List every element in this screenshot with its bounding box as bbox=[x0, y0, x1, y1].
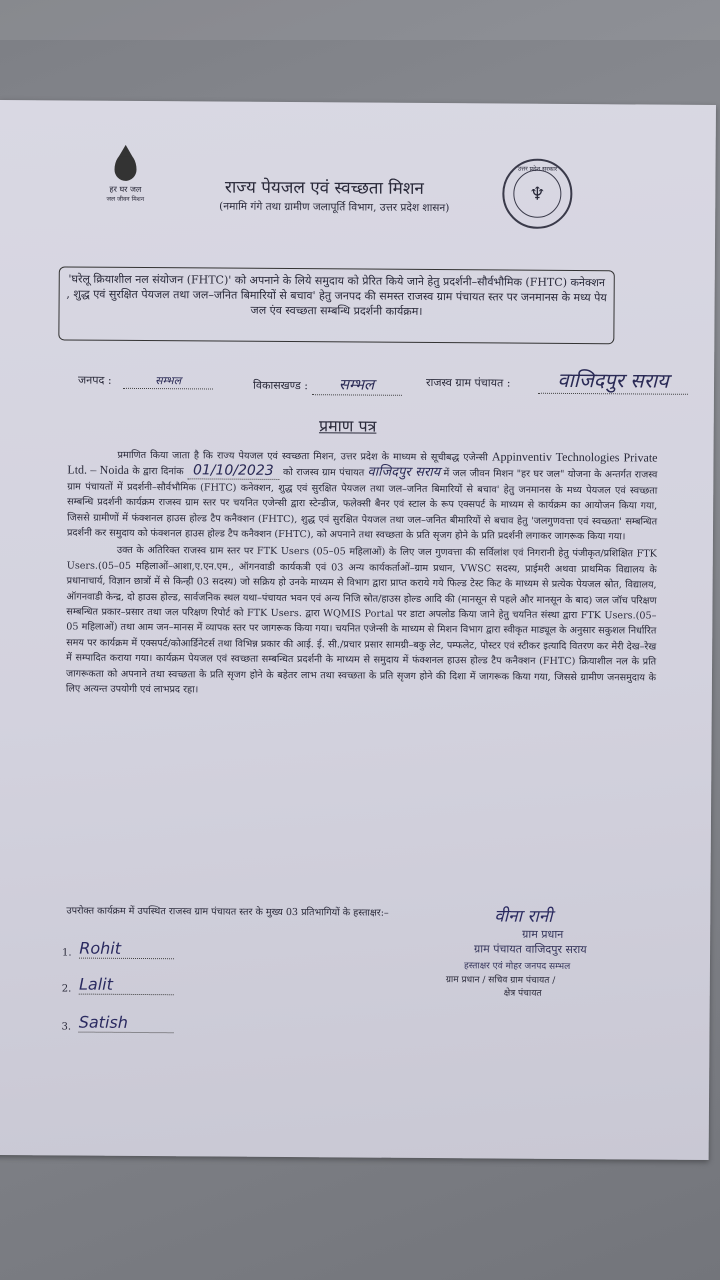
p1-date-label: के द्वारा दिनांक bbox=[132, 466, 184, 478]
mission-title: राज्य पेयजल एवं स्वच्छता मिशन bbox=[224, 177, 424, 199]
p1-gp-label: को राजस्व ग्राम पंचायत bbox=[282, 467, 365, 479]
gram-panchayat-value: वाजिदपुर सराय bbox=[538, 366, 688, 395]
logo-subtext: जल जीवन मिशन bbox=[106, 195, 145, 204]
stamp-district: हस्ताक्षर एवं मोहर जनपद सम्भल bbox=[463, 961, 571, 973]
district-field bbox=[78, 373, 213, 390]
block-value: सम्भल bbox=[311, 374, 401, 396]
har-ghar-jal-logo bbox=[95, 153, 155, 203]
seal-text: उत्तर प्रदेश सरकार bbox=[517, 165, 558, 173]
gram-panchayat-field bbox=[426, 375, 511, 391]
signature-1 bbox=[62, 938, 174, 959]
signatory-area: क्षेत्र पंचायत bbox=[503, 988, 542, 999]
certificate-heading: प्रमाण पत्र bbox=[318, 416, 377, 436]
block-field bbox=[253, 374, 402, 396]
signature-number: 1. bbox=[62, 947, 72, 959]
signature-intro: उपरोक्त कार्यक्रम में उपस्थित राजस्व ग्राम पंचायत स्तर के मुख्य 03 प्रतिभागियों के हस्ताक्षर:– bbox=[66, 905, 389, 919]
certificate-body bbox=[66, 446, 658, 703]
signature-2 bbox=[62, 974, 174, 995]
up-government-seal bbox=[502, 159, 572, 229]
p1-content: में जल जीवन मिशन "हर घर जल" योजना के अन्तर्गत राजस्व ग्राम पंचायतों में प्रदर्शनी–सौर्वभौमिक (FHTC) कनेक्शन, शुद्ध एवं सुरक्षित पेयजल तथा जल–जनित बिमारियों से बचाव' हेतु जनमानस के मध्य पेयजल एवं स्वच्छता सम्बन्धि प्रदर्शनी कार्यक्रम राजस्व ग्राम स्तर पर चयनित एजेन्सी द्वारा स्टेन्डीज, फलेक्सी बैनर एवं स्टाल के रूप एक्सपर्ट के माध्यम से कार्यक्रम का आयोजन किया गया, जिससे ग्रामीणों में फंक्शनल हाउस होल्ड टैप कनैक्शन (FHTC), शुद्ध एवं सुरक्षित पेयजल तथा जल–जनित बीमारियों से बचाव हेतु 'जलगुणवत्ता एवं स्वच्छता' सम्बन्धित प्रदर्शनी कर समुदाय को फंक्शनल हाउस होल्ड टैप कनैक्शन (FHTC), को अपनाने तथा स्वच्छता के प्रति सृजग होने के प्रति प्रदर्शनी लगाकर जागरूक किया गया। bbox=[66, 468, 658, 543]
signature-name: Rohit bbox=[79, 938, 122, 958]
water-drop-icon bbox=[114, 153, 136, 181]
pradhan-signature: वीना रानी bbox=[494, 906, 553, 927]
signatory-role: ग्राम प्रधान / सचिव ग्राम पंचायत / bbox=[445, 975, 556, 986]
stamp-panchayat: ग्राम पंचायत वाजिदपुर सराय bbox=[474, 942, 587, 957]
stamp-designation: ग्राम प्रधान bbox=[522, 927, 564, 941]
background-fold bbox=[0, 0, 720, 40]
p1-intro: प्रमाणित किया जाता है कि राज्य पेयजल एवं स्वच्छता मिशन, उत्तर प्रदेश के माध्यम से सूचीबद्ध एजेन्सी bbox=[117, 449, 488, 464]
paragraph-1 bbox=[67, 446, 658, 545]
signature-name: Satish bbox=[78, 1012, 128, 1032]
agency-name: Appinventiv Technologies Private Ltd. – Noida bbox=[67, 449, 658, 478]
program-description-box: 'घरेलू क्रियाशील नल संयोजन (FHTC)' को अपनाने के लिये समुदाय को प्रेरित किये जाने हेतु प्रदर्शनी–सौर्वभौमिक (FHTC) कनेक्शन , शुद्ध एवं सुरक्षित पेयजल तथा जल–जनित बिमारियों से बचाव' हेतु जनपद की समस्त राजस्व ग्राम पंचायत स्तर पर जनमानस के मध्य पेय जल एंव स्वच्छता सम्बन्धि प्रदर्शनी कार्यक्रम। bbox=[58, 266, 615, 344]
paragraph-2: उक्त के अतिरिक्त राजस्व ग्राम स्तर पर FTK Users (05–05 महिलाओं) के लिए जल गुणवत्ता की सर्विलांश एवं निगरानी हेतु पंजीकृत/प्रशिक्षित FTK Users.(05–05 महिलाओं–आशा,ए.एन.एम., ऑगनवाडी कार्यकत्री एवं 03 अन्य कार्यकर्ताओं–ग्राम प्रधान, VWSC सदस्य, प्राईमरी अथवा प्राथमिक विद्यालय के प्रधानाचार्य, विज्ञान छात्रों में से किन्ही 03 सदस्य) जो सक्रिय हो उनके माध्यम से विभाग द्वारा प्राप्त कराये गये फिल्ड टेस्ट किट के माध्यम से प्रत्येक पेयजल स्रोत, विद्यालय, ऑगनवाडी केन्द्र, दो हाउस होल्ड, सार्वजनिक स्थल यथा–पंचायत भवन एवं अन्य निजि स्रोत/हाउस होल्ड आदि की (मानसून से पहले और मानसून के बाद) जल जॉच परिक्षण सम्बन्धित प्रकार–प्रसार तथा जल परिक्षण रिपोर्ट को FTK Users. द्वारा WQMIS Portal पर डाटा अपलोड किया जाने हेतु चयनित संस्था द्वारा FTK Users.(05–05 महिलाओं) तथा आम जन–मानस में व्यापक स्तर पर जागरूक किया गया। चयनित एजेन्सी के माध्यम से मिशन विभाग द्वारा स्वीकृत माड्यूल के अनुसार सकुशल निर्धारित समय पर कार्यक्रम में एक्सपर्ट/कोआर्डिनेटर्स तथा विभिन्न प्रकार की आई. ई. सी./प्रचार प्रसार सामग्री–बकु लेट, पम्फलेट, पोस्टर एवं स्टीकर इत्यादि वितरण कर मेरी देख–रेख में सम्पादित कराया गया। कार्यक्रम पेयजल एवं स्वच्छता सम्बन्धित प्रदर्शनी के माध्यम से समुदाय में फंक्शनल हाउस होल्ड टैप कनैक्शन (FHTC) क्रियाशील नल के प्रति जागरूकता को अपनाने तथा स्वच्छता के प्रति सृजग होने के बहेतर लाभ तथा स्वच्छता के प्रति सृजग होने की दिशा में जागरूक किया गया, जिससे ग्रामीण जनसमुदाय के लिए अत्यन्त उपयोगी एवं लाभप्रद रहा। bbox=[65, 545, 657, 696]
gp-handwritten: वाजिदपुर सराय bbox=[367, 464, 441, 481]
signature-number: 3. bbox=[61, 1021, 72, 1033]
certificate-paper bbox=[0, 100, 716, 1160]
district-value: सम्भल bbox=[123, 373, 213, 390]
block-label: विकासखण्ड : bbox=[252, 378, 309, 393]
pradhan-stamp bbox=[445, 903, 665, 999]
seal-emblem-icon: ♆ bbox=[513, 170, 561, 218]
district-label: जनपद : bbox=[78, 373, 112, 387]
signature-name: Lalit bbox=[78, 974, 113, 994]
gram-panchayat-label: राजस्व ग्राम पंचायत : bbox=[425, 375, 511, 390]
program-date: 01/10/2023 bbox=[187, 463, 280, 481]
signature-number: 2. bbox=[61, 983, 72, 995]
logo-text: हर घर जल bbox=[109, 184, 142, 194]
signature-3 bbox=[61, 1012, 173, 1033]
mission-subtitle: (नमामि गंगे तथा ग्रामीण जलापूर्ति विभाग, उत्तर प्रदेश शासन) bbox=[219, 200, 450, 215]
